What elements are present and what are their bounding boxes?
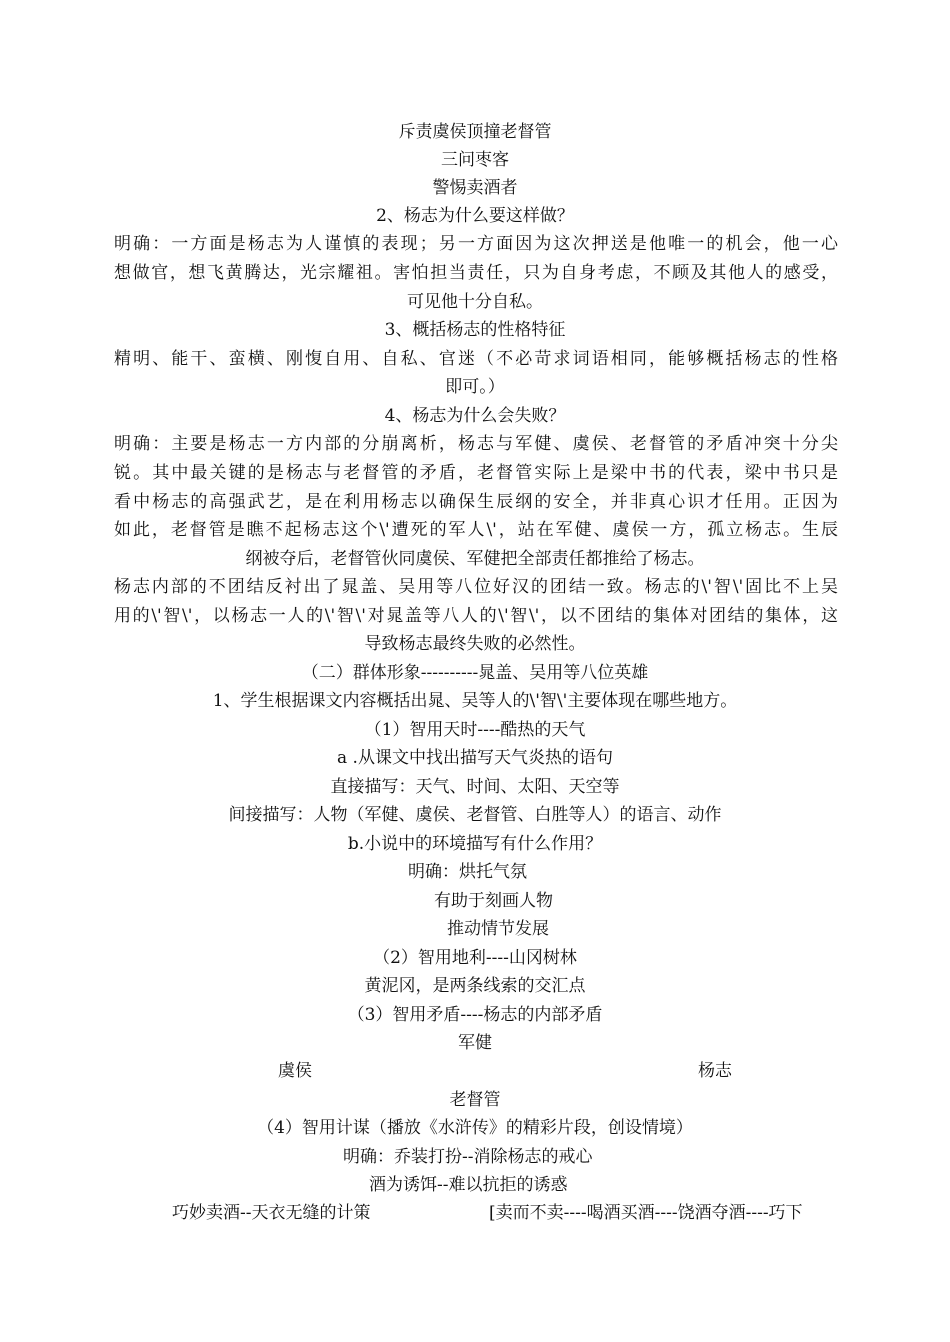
point-1-title: （1）智用天时----酷热的天气 [364, 720, 586, 740]
diagram-node-top: 军健 [458, 1033, 492, 1053]
section-2-heading: （二）群体形象----------晁盖、吴用等八位英雄 [301, 663, 649, 683]
point-4-answer-3-detail: [卖而不卖----喝酒买酒----饶酒夺酒----巧下 [489, 1203, 803, 1223]
question-3-answer-line: 精明、能干、蛮横、刚愎自用、自私、官迷（不必苛求词语相同，能够概括杨志的性格 [114, 349, 838, 369]
point-1-answer-2: 有助于刻画人物 [434, 891, 553, 911]
diagram-node-left: 虞侯 [278, 1061, 312, 1081]
point-1-b: b.小说中的环境描写有什么作用？ [347, 834, 603, 854]
question-2-answer-line: 想做官，想飞黄腾达，光宗耀祖。害怕担当责任，只为自身考虑，不顾及其他人的感受， [114, 263, 838, 283]
question-4-answer-line: 纲被夺后，老督管伙同虞侯、军健把全部责任都推给了杨志。 [245, 549, 705, 569]
section-2-question-1: 1、学生根据课文内容概括出晁、吴等人的\'智\'主要体现在哪些地方。 [212, 691, 738, 711]
point-2-line: 黄泥冈，是两条线索的交汇点 [364, 976, 586, 996]
diagram-node-right: 杨志 [698, 1061, 732, 1081]
question-4-answer-line: 看中杨志的高强武艺，是在利用杨志以确保生辰纲的安全，并非真心识才任用。正因为 [114, 492, 838, 512]
point-3-title: （3）智用矛盾----杨志的内部矛盾 [347, 1005, 603, 1025]
question-2-answer-line: 可见他十分自私。 [407, 292, 543, 312]
point-4-answer-2: 酒为诱饵--难以抗拒的诱惑 [369, 1175, 568, 1195]
point-1-indirect: 间接描写：人物（军健、虞侯、老督管、白胜等人）的语言、动作 [228, 805, 722, 825]
point-1-answer-3: 推动情节发展 [447, 919, 549, 939]
question-4-heading: 4、杨志为什么会失败？ [384, 406, 566, 426]
list-item-rebuke: 斥责虞侯顶撞老督管 [398, 122, 552, 142]
diagram-node-bottom: 老督管 [449, 1090, 501, 1110]
question-4-paragraph-line: 用的\'智\'，以杨志一人的\'智\'对晁盖等八人的\'智\'，以不团结的集体对团结的集体，这 [114, 606, 838, 626]
point-4-title: （4）智用计谋（播放《水浒传》的精彩片段，创设情境） [257, 1118, 693, 1138]
point-4-answer-3: 巧妙卖酒--天衣无缝的计策 [172, 1203, 371, 1223]
question-4-answer-line: 锐。其中最关键的是杨志与老督管的矛盾，老督管实际上是梁中书的代表，梁中书只是 [114, 463, 838, 483]
question-3-heading: 3、概括杨志的性格特征 [384, 320, 566, 340]
question-2-heading: 2、杨志为什么要这样做？ [376, 206, 574, 226]
point-1-direct: 直接描写：天气、时间、太阳、天空等 [330, 777, 620, 797]
question-4-paragraph-line: 杨志内部的不团结反衬出了晁盖、吴用等八位好汉的团结一致。杨志的\'智\'固比不上吴 [114, 577, 838, 597]
list-item-warn: 警惕卖酒者 [432, 178, 518, 198]
question-4-paragraph-line: 导致杨志最终失败的必然性。 [364, 634, 586, 654]
point-1-a: a .从课文中找出描写天气炎热的语句 [337, 748, 613, 768]
question-3-answer-line: 即可。） [445, 377, 505, 397]
point-1-answer-1: 明确：烘托气氛 [408, 862, 527, 882]
question-4-answer-line: 明确：主要是杨志一方内部的分崩离析，杨志与军健、虞侯、老督管的矛盾冲突十分尖 [114, 434, 838, 454]
point-4-answer-1: 明确：乔装打扮--消除杨志的戒心 [343, 1147, 593, 1167]
point-2-title: （2）智用地利----山冈树林 [373, 948, 577, 968]
question-2-answer-line: 明确：一方面是杨志为人谨慎的表现；另一方面因为这次押送是他唯一的机会，他一心 [114, 234, 838, 254]
list-item-question: 三问枣客 [441, 150, 509, 170]
question-4-answer-line: 如此，老督管是瞧不起杨志这个\'遭死的军人\'，站在军健、虞侯一方，孤立杨志。生辰 [114, 520, 838, 540]
